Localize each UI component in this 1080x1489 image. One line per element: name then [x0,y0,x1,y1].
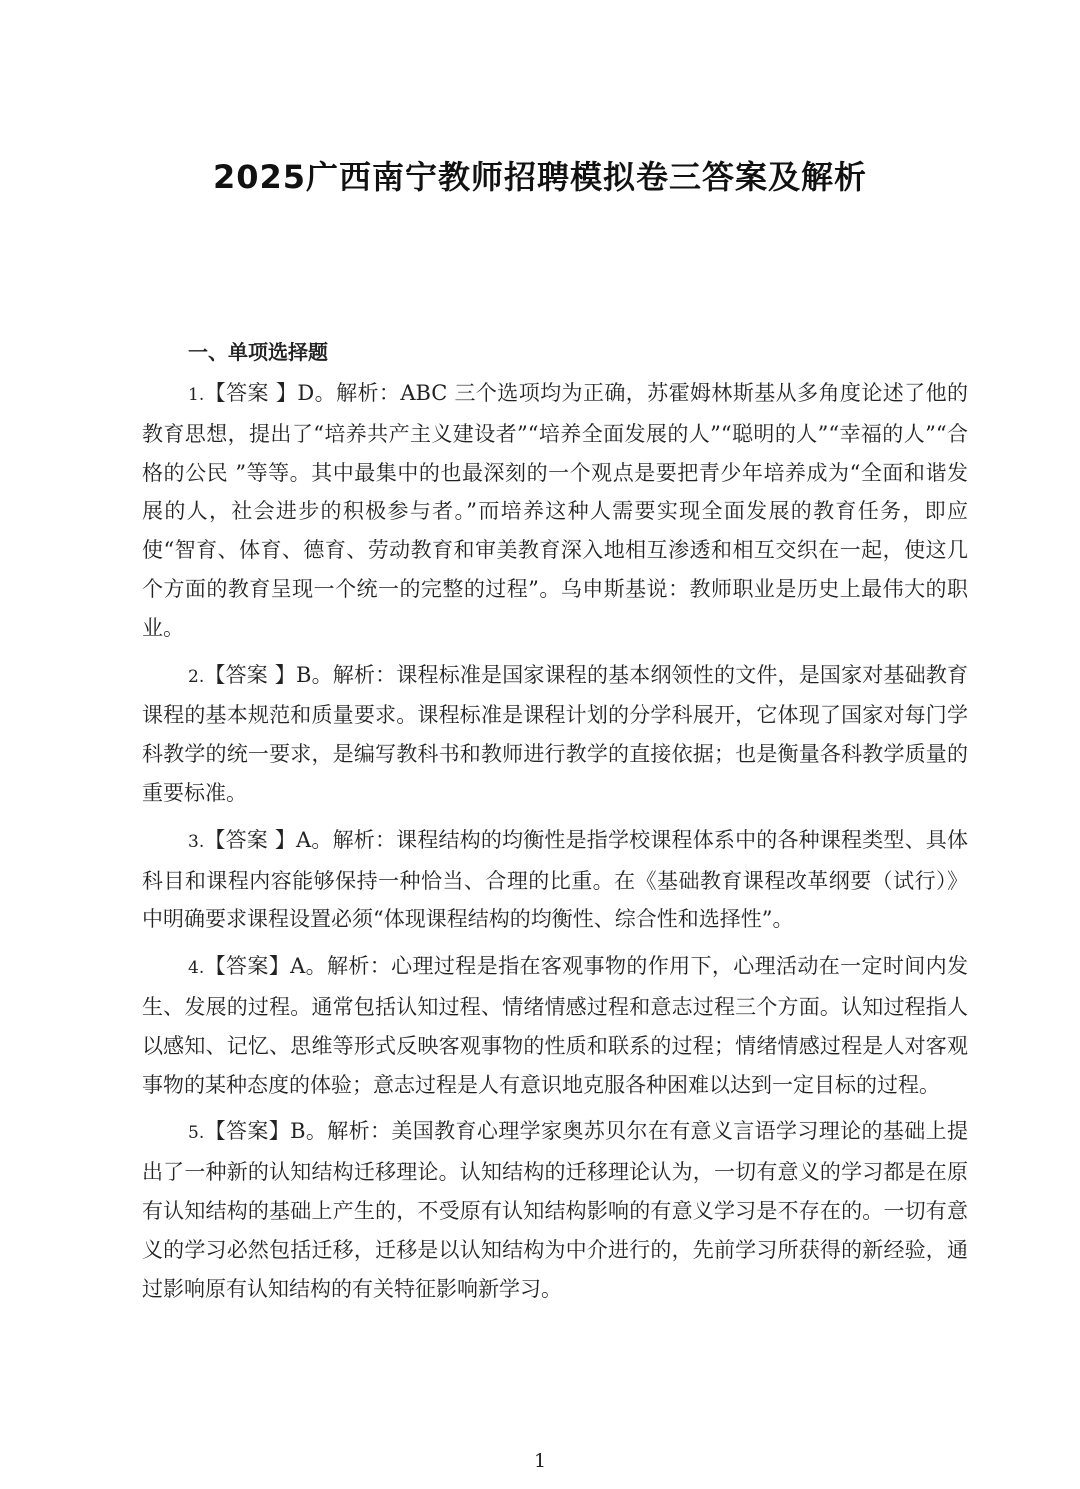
document-title: 2025广西南宁教师招聘模拟卷三答案及解析 [212,158,868,196]
answer-text: A。解析：课程结构的均衡性是指学校课程体系中的各种课程类型、具体科目和课程内容能够保持一种恰当、合理的比重。在《基础教育课程改革纲要（试行）》中明确要求课程设置必须“体现课程结构的均衡性、综合性和选择性”。 [142,827,968,932]
answer-tag: 【答案 】 [204,662,296,687]
answer-tag: 【答案】 [204,1119,291,1144]
answer-tag: 【答案 】 [204,381,298,405]
answer-list [142,374,968,1318]
answer-tag: 【答案 】 [204,827,297,852]
answer-number: 5. [188,1123,205,1144]
answer-number: 1. [188,385,205,405]
answer-item-4 [142,947,968,1104]
answer-number: 3. [188,831,205,852]
answer-item-1 [142,374,968,648]
answer-number: 4. [188,958,205,979]
answer-text: B。解析：课程标准是国家课程的基本纲领性的文件，是国家对基础教育课程的基本规范和质量要求。课程标准是课程计划的分学科展开，它体现了国家对每门学科教学的统一要求，是编写教科书和教师进行教学的直接依据；也是衡量各科教学质量的重要标准。 [142,662,968,805]
answer-text: D。解析：ABC 三个选项均为正确，苏霍姆林斯基从多角度论述了他的教育思想，提出了“培养共产主义建设者”“培养全面发展的人”“聪明的人”“幸福的人”“合格的公民 ”等等。其中最集中的也最深刻的一个观点是要把青少年培养成为“全面和谐发展的人，社会进步的积极参与者。”而培养这种人需要实现全面发展的教育任务，即应使“智育、体育、德育、劳动教育和审美教育深入地相互渗透和相互交织在一起，使这几个方面的教育呈现一个统一的完整的过程”。乌申斯基说：教师职业是历史上最伟大的职业。 [142,381,968,640]
answer-number: 2. [188,666,205,687]
page-number: 1 [533,1450,547,1472]
answer-text: A。解析：心理过程是指在客观事物的作用下，心理活动在一定时间内发生、发展的过程。通常包括认知过程、情绪情感过程和意志过程三个方面。认知过程指人以感知、记忆、思维等形式反映客观事物的性质和联系的过程；情绪情感过程是人对客观事物的某种态度的体验；意志过程是人有意识地克服各种困难以达到一定目标的过程。 [142,954,968,1097]
section-heading: 一、单项选择题 [188,340,328,364]
answer-item-3 [142,821,968,939]
answer-text: B。解析：美国教育心理学家奥苏贝尔在有意义言语学习理论的基础上提出了一种新的认知结构迁移理论。认知结构的迁移理论认为，一切有意义的学习都是在原有认知结构的基础上产生的，不受原有认知结构影响的有意义学习是不存在的。一切有意义的学习必然包括迁移，迁移是以认知结构为中介进行的，先前学习所获得的新经验，通过影响原有认知结构的有关特征影响新学习。 [142,1119,969,1301]
answer-tag: 【答案】 [204,954,291,979]
answer-item-2 [142,656,968,813]
answer-item-5 [142,1112,968,1308]
